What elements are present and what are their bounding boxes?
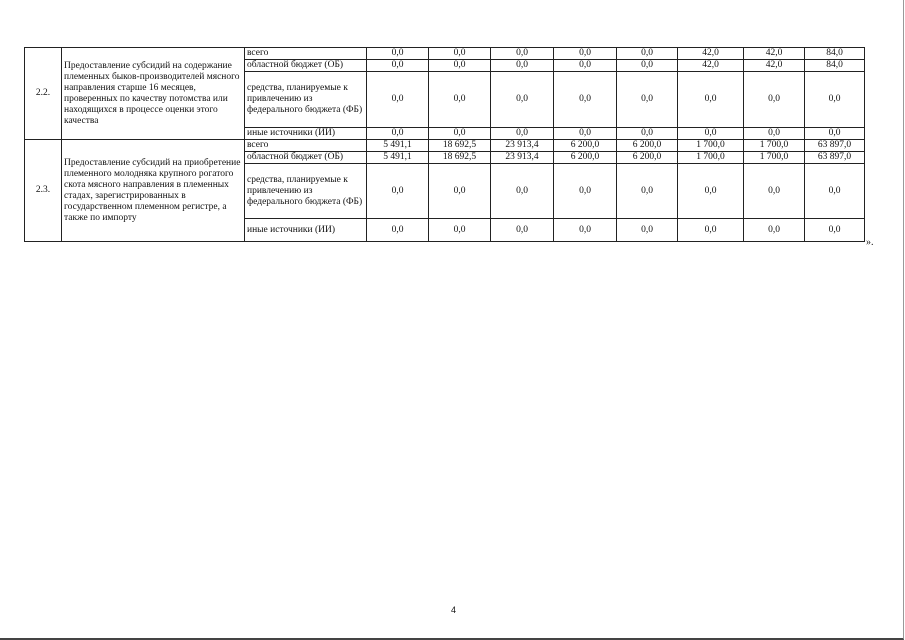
value-cell: 84,0	[805, 60, 865, 72]
value-cell: 0,0	[678, 164, 744, 219]
value-cell: 84,0	[805, 48, 865, 60]
value-cell: 5 491,1	[367, 152, 429, 164]
value-cell: 23 913,4	[491, 140, 554, 152]
value-cell: 0,0	[678, 128, 744, 140]
value-cell: 0,0	[429, 72, 491, 128]
row-description: Предоставление субсидий на содержание племенных быков-производителей мясного направления старше 16 месяцев, проверенных по качеству потомства или находящихся в процессе оценки этого качества	[62, 48, 245, 140]
value-cell: 0,0	[429, 60, 491, 72]
source-label: всего	[245, 48, 367, 60]
value-cell: 23 913,4	[491, 152, 554, 164]
value-cell: 0,0	[744, 72, 805, 128]
value-cell: 0,0	[554, 219, 617, 242]
value-cell: 0,0	[744, 219, 805, 242]
value-cell: 18 692,5	[429, 152, 491, 164]
value-cell: 0,0	[429, 219, 491, 242]
source-label: иные источники (ИИ)	[245, 219, 367, 242]
value-cell: 6 200,0	[617, 140, 678, 152]
value-cell: 0,0	[678, 72, 744, 128]
value-cell: 0,0	[554, 128, 617, 140]
value-cell: 0,0	[491, 219, 554, 242]
value-cell: 0,0	[491, 48, 554, 60]
source-label: областной бюджет (ОБ)	[245, 152, 367, 164]
value-cell: 0,0	[554, 72, 617, 128]
source-label: средства, планируемые к привлечению из федерального бюджета (ФБ)	[245, 164, 367, 219]
value-cell: 0,0	[554, 60, 617, 72]
value-cell: 0,0	[429, 164, 491, 219]
value-cell: 0,0	[491, 128, 554, 140]
value-cell: 0,0	[367, 48, 429, 60]
value-cell: 0,0	[429, 128, 491, 140]
value-cell: 1 700,0	[678, 152, 744, 164]
value-cell: 0,0	[491, 72, 554, 128]
value-cell: 0,0	[491, 60, 554, 72]
value-cell: 0,0	[805, 164, 865, 219]
value-cell: 0,0	[617, 128, 678, 140]
value-cell: 0,0	[744, 128, 805, 140]
source-label: иные источники (ИИ)	[245, 128, 367, 140]
value-cell: 0,0	[367, 219, 429, 242]
value-cell: 1 700,0	[678, 140, 744, 152]
value-cell: 6 200,0	[554, 152, 617, 164]
source-label: областной бюджет (ОБ)	[245, 60, 367, 72]
value-cell: 0,0	[805, 219, 865, 242]
value-cell: 0,0	[367, 72, 429, 128]
value-cell: 42,0	[678, 60, 744, 72]
value-cell: 0,0	[617, 48, 678, 60]
value-cell: 0,0	[367, 164, 429, 219]
value-cell: 6 200,0	[617, 152, 678, 164]
value-cell: 0,0	[744, 164, 805, 219]
value-cell: 63 897,0	[805, 140, 865, 152]
budget-table	[24, 47, 865, 242]
value-cell: 0,0	[554, 164, 617, 219]
value-cell: 0,0	[491, 164, 554, 219]
value-cell: 0,0	[367, 60, 429, 72]
source-label: всего	[245, 140, 367, 152]
value-cell: 42,0	[744, 48, 805, 60]
value-cell: 6 200,0	[554, 140, 617, 152]
source-label: средства, планируемые к привлечению из федерального бюджета (ФБ)	[245, 72, 367, 128]
value-cell: 42,0	[744, 60, 805, 72]
value-cell: 0,0	[367, 128, 429, 140]
value-cell: 0,0	[617, 219, 678, 242]
row-code: 2.2.	[25, 48, 62, 140]
value-cell: 0,0	[678, 219, 744, 242]
value-cell: 1 700,0	[744, 140, 805, 152]
value-cell: 0,0	[554, 48, 617, 60]
value-cell: 0,0	[429, 48, 491, 60]
value-cell: 0,0	[805, 72, 865, 128]
row-code: 2.3.	[25, 140, 62, 242]
value-cell: 0,0	[617, 72, 678, 128]
value-cell: 63 897,0	[805, 152, 865, 164]
value-cell: 5 491,1	[367, 140, 429, 152]
closing-quote-mark: ».	[866, 237, 874, 248]
table-row	[25, 140, 865, 152]
table-row	[25, 48, 865, 60]
page-number: 4	[451, 605, 457, 615]
value-cell: 0,0	[617, 164, 678, 219]
value-cell: 0,0	[617, 60, 678, 72]
row-description: Предоставление субсидий на приобретение племенного молодняка крупного рогатого скота мясного направления в племенных стадах, зарегистрированных в государственном племенном регистре, а также по импорту	[62, 140, 245, 242]
value-cell: 1 700,0	[744, 152, 805, 164]
value-cell: 0,0	[805, 128, 865, 140]
value-cell: 42,0	[678, 48, 744, 60]
value-cell: 18 692,5	[429, 140, 491, 152]
